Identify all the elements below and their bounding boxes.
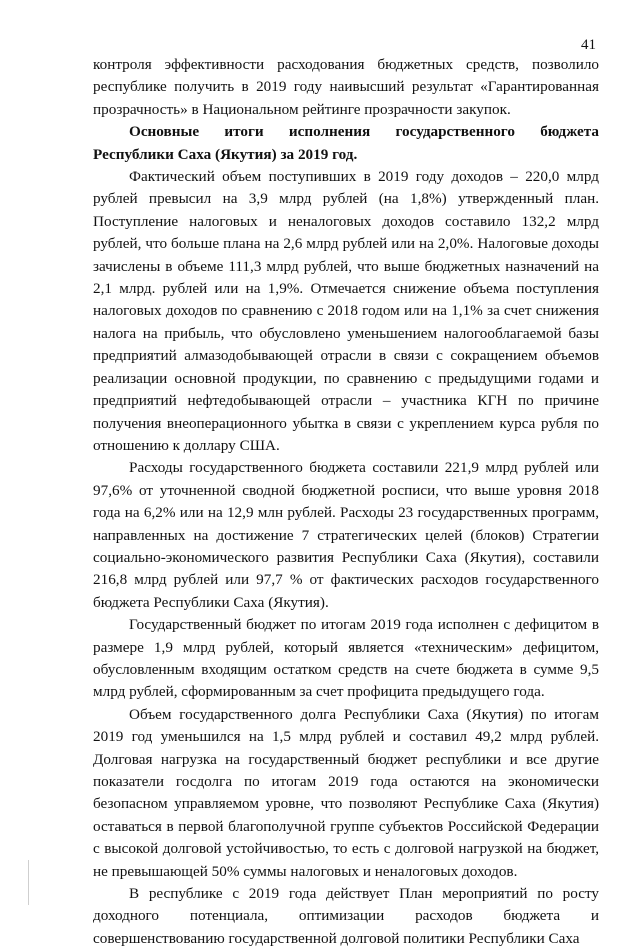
- paragraph-revenue: Фактический объем поступивших в 2019 году доходов – 220,0 млрд рублей превысил на 3,9 млрд рублей (на 1,8%) утвержденный план. Поступление налоговых и неналоговых доходов составило 132,2 млрд рублей, что больше плана на 2,6 млрд рублей или на 2,0%. Налоговые доходы зачислены в объеме 111,3 млрд рублей, что выше бюджетных назначений на 2,1 млрд. рублей или на 1,9%. Отмечается снижение объема поступления налоговых доходов по сравнению с 2018 годом или на 1,1% за счет снижения налога на прибыль, что обусловлено уменьшением налогооблагаемой базы предприятий алмазодобывающей отрасли в связи с сокращением объемов реализации основной продукции, по сравнению с предыдущими годами и предприятий нефтедобывающей отрасли – участника КГН по причине получения внеоперационного убытка в связи с укреплением курса рубля по отношению к доллару США.: [93, 168, 599, 454]
- scan-edge-line: [28, 860, 29, 905]
- paragraph-public-debt: Объем государственного долга Республики Саха (Якутия) по итогам 2019 год уменьшился на 1,5 млрд рублей и составил 49,2 млрд рублей. Долговая нагрузка на государственный бюджет республики и все другие показатели госдолга по итогам 2019 года остаются на экономически безопасном управляемом уровне, что позволяют Республике Саха (Якутия) оставаться в первой благополучной группе субъектов Российской Федерации с высокой долговой устойчивостью, то есть с долговой нагрузкой на бюджет, не превышающей 50% суммы налоговых и неналоговых доходов.: [93, 705, 599, 880]
- section-heading-line-2: Республики Саха (Якутия) за 2019 год.: [93, 145, 358, 163]
- section-heading-line-1: Основные итоги исполнения государственного бюджета: [129, 123, 599, 141]
- paragraph-action-plan: В республике с 2019 года действует План мероприятий по росту доходного потенциала, оптимизации расходов бюджета и совершенствованию государственной долговой политики Республики Саха: [93, 885, 599, 947]
- paragraph-deficit: Государственный бюджет по итогам 2019 года исполнен с дефицитом в размере 1,9 млрд рублей, который является «техническим» дефицитом, обусловленным входящим остатком средств на счете бюджета в сумме 9,5 млрд рублей, сформированным за счет профицита предыдущего года.: [93, 616, 599, 701]
- section-heading: [93, 121, 599, 166]
- document-body: [93, 54, 599, 950]
- paragraph-expenditure: Расходы государственного бюджета составили 221,9 млрд рублей или 97,6% от уточненной сводной бюджетной росписи, что выше уровня 2018 года на 6,2% или на 12,9 млн рублей. Расходы 23 государственных программ, направленных на достижение 7 стратегических целей (блоков) Стратегии социально-экономического развития Республики Саха (Якутия), составили 216,8 млрд рублей или 97,7 % от фактических расходов государственного бюджета Республики Саха (Якутия).: [93, 459, 599, 611]
- page-number: 41: [581, 37, 596, 53]
- paragraph-intro-continuation: контроля эффективности расходования бюджетных средств, позволило республике получить в 2019 году наивысший результат «Гарантированная прозрачность» в Национальном рейтинге прозрачности закупок.: [93, 56, 599, 118]
